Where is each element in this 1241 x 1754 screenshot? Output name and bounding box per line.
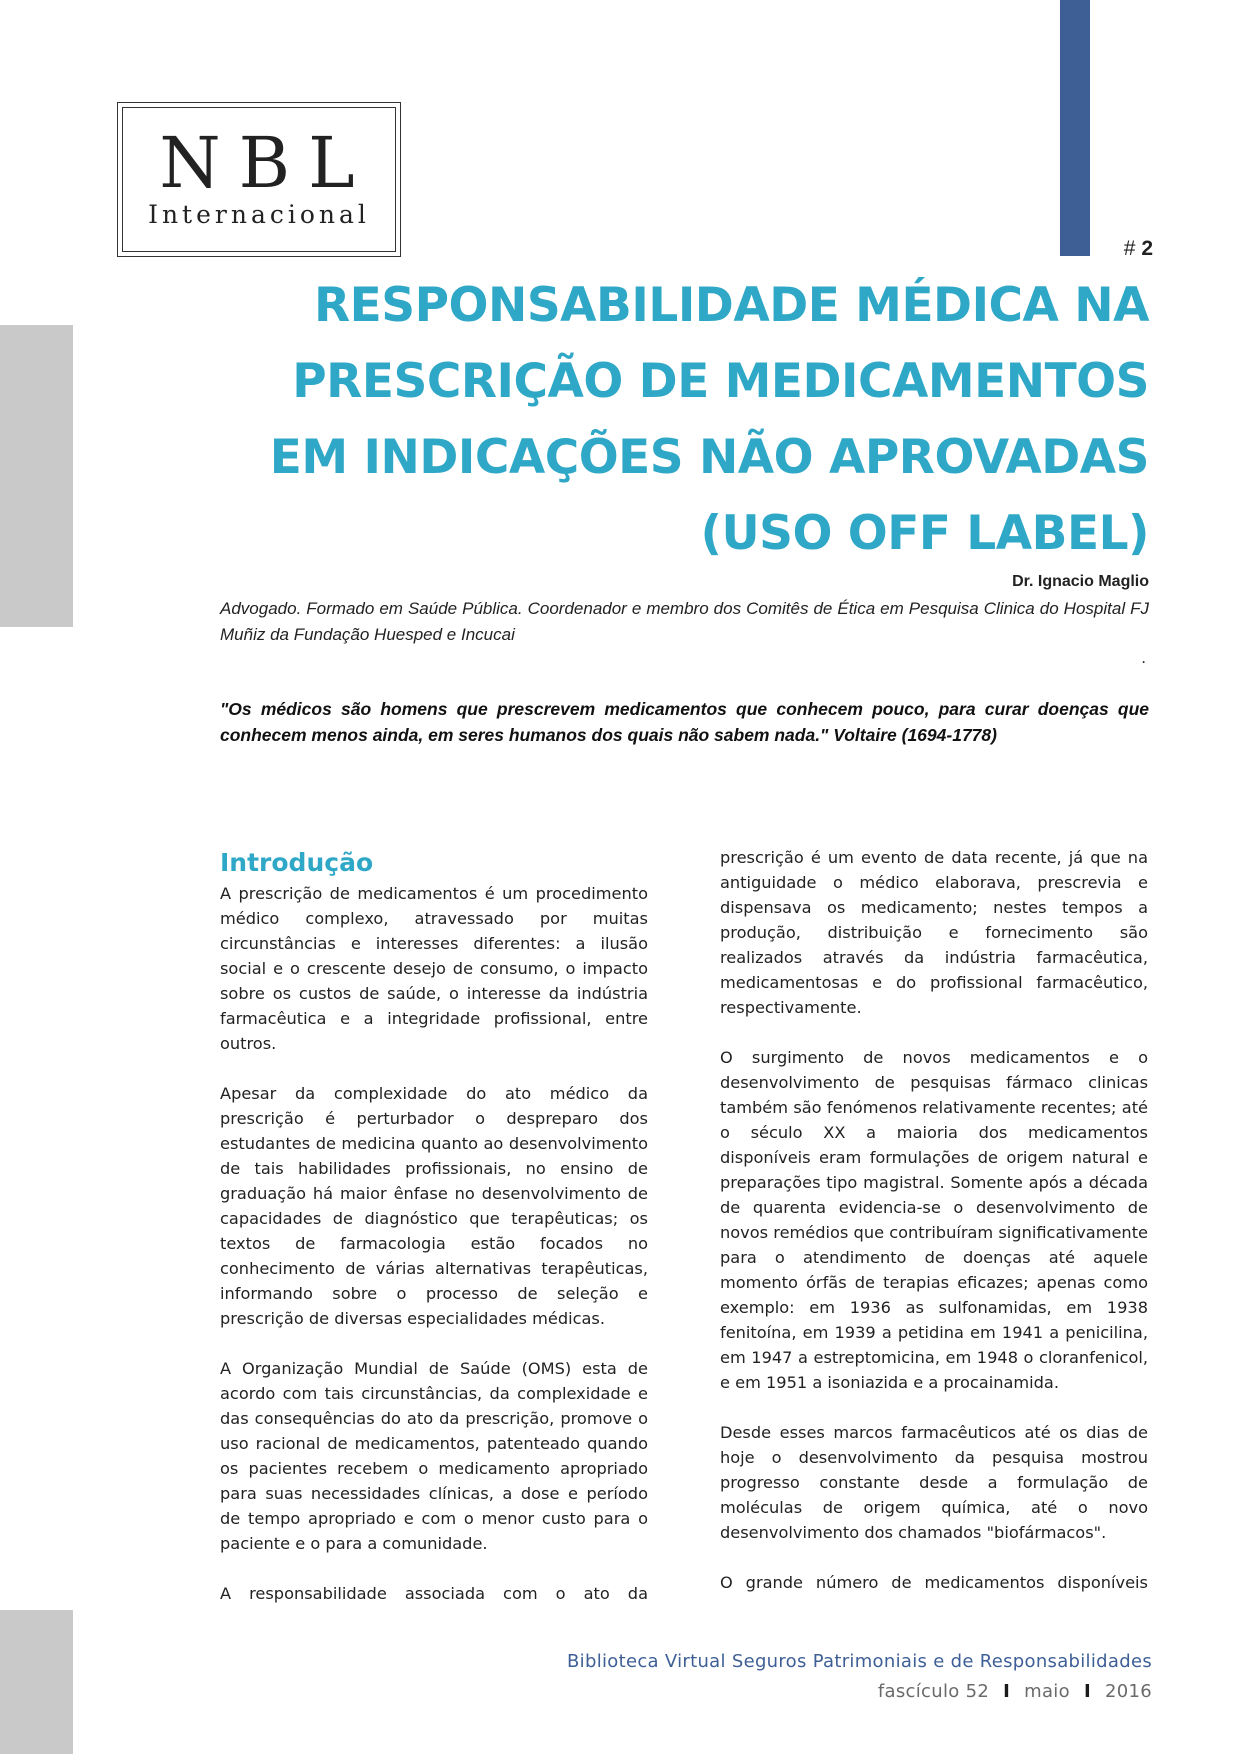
logo-frame (122, 107, 396, 252)
paragraph: Desde esses marcos farmacêuticos até os dias de hoje o desenvolvimento da pesquisa mostrou progresso constante desde a formulação de moléculas de origem química, até o novo desenvolvimento dos chamados "biofármacos". (720, 1423, 1148, 1542)
decorative-side-bar-top (0, 325, 73, 627)
section-heading: Introdução (220, 848, 374, 877)
article-title (209, 268, 1149, 572)
epigraph-quote: "Os médicos são homens que prescrevem medicamentos que conhecem pouco, para curar doenças que conhecem menos ainda, em seres humanos dos quais não sabem nada." Voltaire (1694-1778) (220, 699, 1149, 745)
logo-main-text: NBL (159, 122, 373, 204)
footer-month: maio (1024, 1681, 1070, 1702)
issue-value: 2 (1141, 237, 1153, 260)
nbl-logo (117, 102, 401, 257)
page-footer (567, 1649, 1152, 1705)
right-column (720, 845, 1148, 1620)
paragraph: A Organização Mundial de Saúde (OMS) esta de acordo com tais circunstâncias, da complexidade e das consequências do ato da prescrição, promove o uso racional de medicamentos, patenteado quando os pacientes recebem o medicamento apropriado para suas necessidades clínicas, a dose e período de tempo apropriado e com o menor custo para o paciente e o para a comunidade. (220, 1359, 648, 1553)
paragraph: O surgimento de novos medicamentos e o desenvolvimento de pesquisas fármaco clinicas também são fenómenos relativamente recentes; até o século XX a maioria dos medicamentos disponíveis eram formulações de origem natural e preparações tipo magistral. Somente após a década de quarenta evidencia-se o desenvolvimento de novos remédios que contribuíram significativamente para o atendimento de doenças até aquele momento órfãs de terapias eficazes; apenas como exemplo: em 1936 as sulfonamidas, em 1938 fenitoína, em 1939 a petidina em 1941 a penicilina, em 1947 a estreptomicina, em 1948 o cloranfenicol, e em 1951 a isoniazida e a procainamida. (720, 1048, 1148, 1392)
left-column (220, 845, 648, 1631)
footer-separator: I (1083, 1681, 1091, 1702)
author-name: Dr. Ignacio Maglio (1012, 573, 1149, 590)
title-line: RESPONSABILIDADE MÉDICA NA (313, 278, 1149, 333)
paragraph: A responsabilidade associada com o ato da (220, 1584, 648, 1603)
logo-sub-text: Internacional (148, 200, 370, 229)
paragraph: A prescrição de medicamentos é um procedimento médico complexo, atravessado por muitas circunstâncias e interesses diferentes: a ilusão social e o crescente desejo de consumo, o impacto sobre os custos de saúde, o interesse da indústria farmacêutica e a integridade profissional, entre outros. (220, 884, 648, 1053)
decorative-side-bar-bottom (0, 1610, 73, 1754)
footer-issue-info (567, 1679, 1152, 1705)
footer-separator: I (1003, 1681, 1011, 1702)
title-line: EM INDICAÇÕES NÃO APROVADAS (269, 430, 1149, 485)
paragraph: Apesar da complexidade do ato médico da prescrição é perturbador o despreparo dos estudantes de medicina quanto ao desenvolvimento de tais habilidades profissionais, no ensino de graduação há maior ênfase no desenvolvimento de capacidades de diagnóstico que terapêuticas; os textos de farmacologia estão focados no conhecimento de várias alternativas terapêuticas, informando sobre o processo de seleção e prescrição de diversas especialidades médicas. (220, 1084, 648, 1328)
paragraph: prescrição é um evento de data recente, já que na antiguidade o médico elaborava, prescrevia e dispensava os medicamento; nestes tempos a produção, distribuição e fornecimento são realizados através da indústria farmacêutica, medicamentosas e do profissional farmacêutico, respectivamente. (720, 848, 1148, 1017)
footer-year: 2016 (1104, 1681, 1152, 1702)
author-affiliation: Advogado. Formado em Saúde Pública. Coordenador e membro dos Comitês de Ética em Pesquisa Clinica do Hospital FJ Muñiz da Fundação Huesped e Incucai (220, 599, 1149, 644)
title-line: PRESCRIÇÃO DE MEDICAMENTOS (292, 354, 1149, 409)
affiliation-end-mark: . (1141, 648, 1146, 667)
paragraph: O grande número de medicamentos disponíveis (720, 1573, 1148, 1592)
footer-fasciculo: fascículo 52 (877, 1681, 990, 1702)
issue-number (1124, 237, 1153, 261)
decorative-accent-bar (1060, 0, 1090, 256)
issue-hash: # (1123, 237, 1136, 260)
title-line: (USO OFF LABEL) (700, 506, 1149, 561)
footer-publication-title: Biblioteca Virtual Seguros Patrimoniais e de Responsabilidades (567, 1651, 1152, 1672)
